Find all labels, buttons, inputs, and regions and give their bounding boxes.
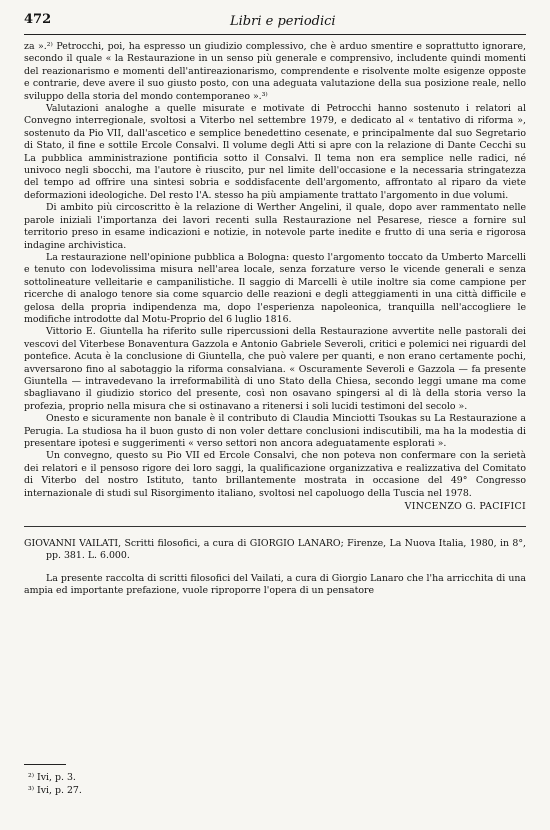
footnote-3: ³⁾ Ivi, p. 27.	[28, 785, 82, 796]
review-paragraph: La presente raccolta di scritti filosofici del Vailati, a cura di Giorgio Lanaro che l'ha arricchita di una ampia ed importante prefazione, vuole riproporre l'opera di un pensatore	[24, 572, 526, 597]
paragraph-7: Un convegno, questo su Pio VII ed Ercole Consalvi, che non poteva non confermare con la serietà dei relatori e il pensoso rigore dei loro saggi, la qualificazione organizzativa e realizzativa del Comitato di Viterbo del nostro Istituto, tanto brillantemente mostrata in occasione del 49° Congresso internazionale di studi sul Risorgimento italiano, svoltosi nel capoluogo della Tuscia nel 1978.	[24, 450, 526, 499]
review-body	[24, 573, 526, 598]
paragraph-6: Onesto e sicuramente non banale è il contributo di Claudia Minciotti Tsoukas su La Restaurazione a Perugia. La studiosa ha il buon gusto di non voler dettare conclusioni indiscutibili, ma ha la modestia di presentare ipotesi e suggerimenti « verso settori non ancora adeguatamente esplorati ».	[24, 413, 526, 449]
footnote-2: ²⁾ Ivi, p. 3.	[28, 772, 76, 783]
paragraph-5: Vittorio E. Giuntella ha riferito sulle ripercussioni della Restaurazione avvertite nelle pastorali dei vescovi del Viterbese Bonaventura Gazzola e Antonio Gabriele Severoli, critici e polemici nei riguardi del pontefice. Acuta è la conclusione di Giuntella, che può valere per quanti, e non erano certamente pochi, avversarono fino al sabotaggio la riforma consalviana. « Oscuramente Severoli e Gazzola — fa presente Giuntella — intravedevano la irreformabilità di uno Stato della Chiesa, secondo leggi umane ma come sbagliavano il giudizio storico del presente, così non osavano spingersi al di là della storia verso la profezia, proprio nella misura che si ostinavano a ritenersi i soli lucidi testimoni del secolo ».	[24, 326, 526, 412]
running-title: Libri e periodici	[230, 14, 336, 29]
page	[24, 12, 526, 598]
footnote-rule	[24, 764, 66, 765]
footnotes	[24, 764, 526, 797]
page-header	[24, 12, 526, 35]
paragraph-2: Valutazioni analoghe a quelle misurate e motivate di Petrocchi hanno sostenuto i relatori al Convegno interregionale, svoltosi a Viterbo nel settembre 1979, e dedicato al « tentativo di riforma », sostenuto da Pio VII, dall'ascetico e semplice benedettino cesenate, e principalmente dal suo Segretario di Stato, il fine e sottile Ercole Consalvi. Il volume degli Atti si apre con la relazione di Dante Cecchi su La pubblica amministrazione pontificia sotto il Consalvi. Il tema non era semplice nelle radici, né univoco negli sbocchi, ma l'autore è riuscito, pur nel limite dell'occasione e la necessaria stringatezza del tempo ad offrire una sintesi sobria e soddisfacente dell'argomento, affrontato al riparo da viete deformazioni ideologiche. Del resto l'A. stesso ha più ampiamente trattato l'argomento in due volumi.	[24, 103, 526, 201]
paragraph-3: Di ambito più circoscritto è la relazione di Werther Angelini, il quale, dopo aver rammentato nelle parole iniziali l'importanza dei lavori recenti sulla Restaurazione nel Pesarese, riesce a fornire sul territorio preso in esame indicazioni e notizie, in notevole parte inedite e frutto di una seria e rigorosa indagine archivistica.	[24, 202, 526, 251]
paragraph-4: La restaurazione nell'opinione pubblica a Bologna: questo l'argomento toccato da Umberto Marcelli e tenuto con lodevolissima misura nell'area locale, senza forzature verso le vicende generali e senza sottolineature velleitarie e campanilistiche. Il saggio di Marcelli è utile inoltre sia come campione per ricerche di analogo tenore sia come squarcio delle reazioni e degli atteggiamenti in una città difficile e gelosa della propria indipendenza ma, dopo l'esperienza napoleonica, tranquilla nell'accogliere le modifiche introdotte dal Motu-Proprio del 6 luglio 1816.	[24, 251, 526, 325]
section-divider	[24, 526, 526, 528]
review-citation: GIOVANNI VAILATI, Scritti filosofici, a cura di GIORGIO LANARO; Firenze, La Nuova Italia, 1980, in 8°, pp. 381. L. 6.000.	[24, 538, 526, 562]
author-signature: VINCENZO G. PACIFICI	[404, 501, 526, 513]
review-citation-block	[24, 538, 526, 563]
page-number: 472	[24, 12, 52, 27]
paragraph-1: za ».²⁾ Petrocchi, poi, ha espresso un giudizio complessivo, che è arduo smentire e soprattutto ignorare, secondo il quale « la Restaurazione in un senso più generale e comprensivo, includente quindi momenti del reazionarismo e momenti dell'antireazionarismo, comprendente e risolvente molte esigenze opposte e contrarie, deve avere il suo giusto posto, con una adeguata valutazione della sua posizione reale, nello sviluppo della storia del mondo contemporaneo ».³⁾	[24, 41, 526, 102]
article-body	[24, 41, 526, 500]
